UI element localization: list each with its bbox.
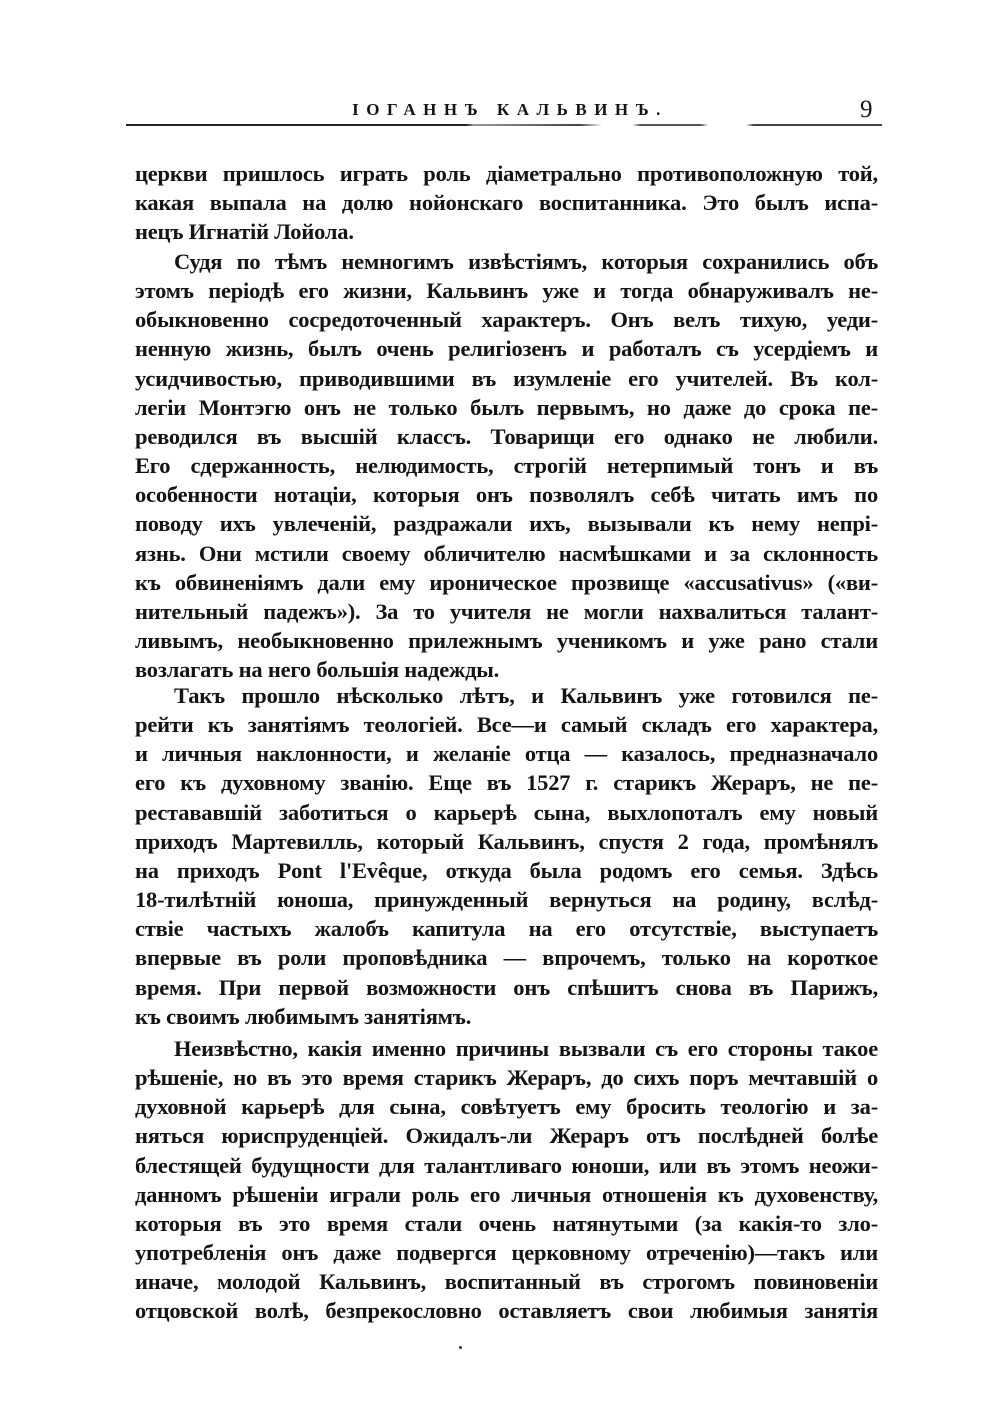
text-line: Его сдержанность, нелюдимость, строгій нетерпимый тонъ и въ xyxy=(135,453,878,479)
text-line: поводу ихъ увлеченій, раздражали ихъ, вызывали къ нему непрі- xyxy=(135,511,878,537)
text-line: этомъ періодѣ его жизни, Кальвинъ уже и тогда обнаруживалъ не- xyxy=(135,278,878,304)
text-line: и личныя наклонности, и желаніе отца — казалось, предназначало xyxy=(135,741,878,767)
text-line: которыя въ это время стали очень натянутыми (за какія-то зло- xyxy=(135,1210,878,1236)
text-line: иначе, молодой Кальвинъ, воспитанный въ строгомъ повиновеніи xyxy=(135,1269,878,1295)
text-line: на приходъ Pont l'Evêque, откуда была родомъ его семья. Здѣсь xyxy=(135,857,878,883)
header-rule xyxy=(126,124,882,126)
text-line: его къ духовному званію. Еще въ 1527 г. старикъ Жераръ, не пе- xyxy=(135,770,878,796)
text-line: духовной карьерѣ для сына, совѣтуетъ ему бросить теологію и за- xyxy=(135,1094,878,1120)
text-line: нецъ Игнатій Лойола. xyxy=(135,219,354,245)
text-line: особенности нотаціи, которыя онъ позволялъ себѣ читать имъ по xyxy=(135,482,878,508)
page-number: 9 xyxy=(860,96,873,123)
text-line: время. При первой возможности онъ спѣшитъ снова въ Парижъ, xyxy=(135,974,878,1000)
text-line: усидчивостью, приводившими въ изумленіе его учителей. Въ кол- xyxy=(135,365,878,391)
text-line: рейти къ занятіямъ теологіей. Все—и самый складъ его характера, xyxy=(135,712,878,738)
text-line: къ обвиненіямъ дали ему ироническое прозвище «accusativus» («ви- xyxy=(135,569,878,595)
text-line: данномъ рѣшеніи играли роль его личныя отношенія къ духовенству, xyxy=(135,1181,878,1207)
text-line: какая выпала на долю нойонскаго воспитанника. Это былъ испа- xyxy=(135,190,878,216)
text-line: няться юриспруденціей. Ожидалъ-ли Жераръ отъ послѣдней болѣе xyxy=(135,1123,878,1149)
text-line: возлагать на него большія надежды. xyxy=(135,657,500,683)
text-line: Неизвѣстно, какія именно причины вызвали съ его стороны такое xyxy=(174,1036,878,1061)
text-line: рестававшій заботиться о карьерѣ сына, выхлопоталъ ему новый xyxy=(135,799,878,825)
text-line: блестящей будущности для талантливаго юноши, или въ этомъ неожи- xyxy=(135,1152,878,1178)
running-head: ІОГАННЪ КАЛЬВИНЪ. xyxy=(352,100,668,119)
scan-speck xyxy=(459,1346,462,1349)
text-line: 18-тилѣтній юноша, принужденный вернуться на родину, вслѣд- xyxy=(135,887,878,913)
text-line: впервые въ роли проповѣдника — впрочемъ, только на короткое xyxy=(135,945,878,971)
text-line: Судя по тѣмъ немногимъ извѣстіямъ, которыя сохранились объ xyxy=(174,249,878,274)
text-line: употребленія онъ даже подвергся церковному отреченію)—такъ или xyxy=(135,1240,878,1266)
text-line: ненную жизнь, былъ очень религіозенъ и работалъ съ усердіемъ и xyxy=(135,336,878,362)
text-line: обыкновенно сосредоточенный характеръ. Онъ велъ тихую, уеди- xyxy=(135,307,878,333)
text-line: легіи Монтэгю онъ не только былъ первымъ, но даже до срока пе- xyxy=(135,394,878,420)
text-line: ствіе частыхъ жалобъ капитула на его отсутствіе, выступаетъ xyxy=(135,916,878,942)
text-line: ливымъ, необыкновенно прилежнымъ ученикомъ и уже рано стали xyxy=(135,627,878,653)
text-line: отцовской волѣ, безпрекословно оставляетъ свои любимыя занятія xyxy=(135,1298,878,1324)
text-line: реводился въ высшій классъ. Товарищи его однако не любили. xyxy=(135,423,878,449)
text-line: язнь. Они мстили своему обличителю насмѣшками и за склонность xyxy=(135,540,878,566)
text-line: рѣшеніе, но въ это время старикъ Жераръ, до сихъ поръ мечтавшій о xyxy=(135,1065,878,1091)
text-line: приходъ Мартевилль, который Кальвинъ, спустя 2 года, промѣнялъ xyxy=(135,828,878,854)
text-line: Такъ прошло нѣсколько лѣтъ, и Кальвинъ уже готовился пе- xyxy=(174,683,878,708)
text-line: церкви пришлось играть роль діаметрально противоположную той, xyxy=(135,161,878,186)
text-line: къ своимъ любимымъ занятіямъ. xyxy=(135,1003,472,1029)
text-line: нительный падежъ»). За то учителя не могли нахвалиться талант- xyxy=(135,598,878,624)
